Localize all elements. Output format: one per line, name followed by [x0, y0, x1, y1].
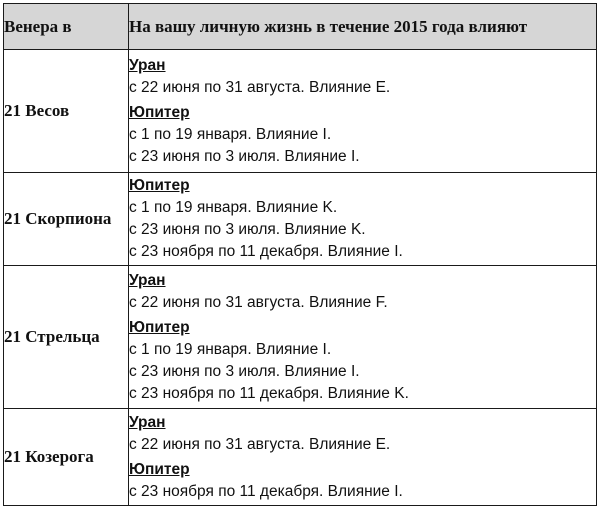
- period-line: с 23 июня по 3 июля. Влияние I.: [129, 147, 360, 165]
- planet-group: [129, 102, 596, 168]
- period-line: с 23 ноября по 11 декабря. Влияние I.: [129, 482, 403, 500]
- period-line: с 23 ноября по 11 декабря. Влияние K.: [129, 384, 409, 402]
- planet-group: [129, 270, 596, 314]
- venus-sign-cell: 21 Стрельца: [4, 266, 129, 409]
- period-line: с 1 по 19 января. Влияние K.: [129, 199, 338, 216]
- planet-name: Юпитер: [129, 177, 190, 194]
- influence-details-cell: [129, 173, 597, 266]
- table-header: [4, 4, 597, 50]
- planet-group: [129, 55, 596, 99]
- venus-sign-cell: 21 Весов: [4, 50, 129, 173]
- planet-group: [129, 317, 596, 405]
- influence-details-cell: [129, 50, 597, 173]
- table-row: [4, 409, 597, 506]
- influence-details-cell: [129, 409, 597, 506]
- header-influence: На вашу личную жизнь в течение 2015 года влияют: [129, 4, 597, 50]
- planet-name: Юпитер: [129, 460, 190, 478]
- venus-sign-cell: 21 Козерога: [4, 409, 129, 506]
- planet-name: Уран: [129, 413, 166, 431]
- venus-sign-cell: 21 Скорпиона: [4, 173, 129, 266]
- planet-group: [129, 412, 596, 456]
- table-row: [4, 266, 597, 409]
- period-line: с 1 по 19 января. Влияние I.: [129, 340, 332, 358]
- planet-name: Уран: [129, 56, 166, 74]
- period-line: с 22 июня по 31 августа. Влияние E.: [129, 435, 391, 453]
- table-row: [4, 173, 597, 266]
- table-row: [4, 50, 597, 173]
- period-line: с 23 ноября по 11 декабря. Влияние I.: [129, 243, 403, 260]
- period-line: с 22 июня по 31 августа. Влияние E.: [129, 78, 391, 96]
- planet-name: Юпитер: [129, 318, 190, 336]
- table-body: [4, 50, 597, 506]
- influence-details-cell: [129, 266, 597, 409]
- period-line: с 1 по 19 января. Влияние I.: [129, 125, 332, 143]
- planet-name: Уран: [129, 271, 166, 289]
- period-line: с 23 июня по 3 июля. Влияние I.: [129, 362, 360, 380]
- period-line: с 22 июня по 31 августа. Влияние F.: [129, 293, 388, 311]
- planet-group: [129, 175, 596, 263]
- header-row: [4, 4, 597, 50]
- planet-group: [129, 459, 596, 503]
- header-venus-sign: Венера в: [4, 4, 129, 50]
- planet-name: Юпитер: [129, 103, 190, 121]
- venus-influence-table: [3, 3, 597, 506]
- period-line: с 23 июня по 3 июля. Влияние K.: [129, 221, 366, 238]
